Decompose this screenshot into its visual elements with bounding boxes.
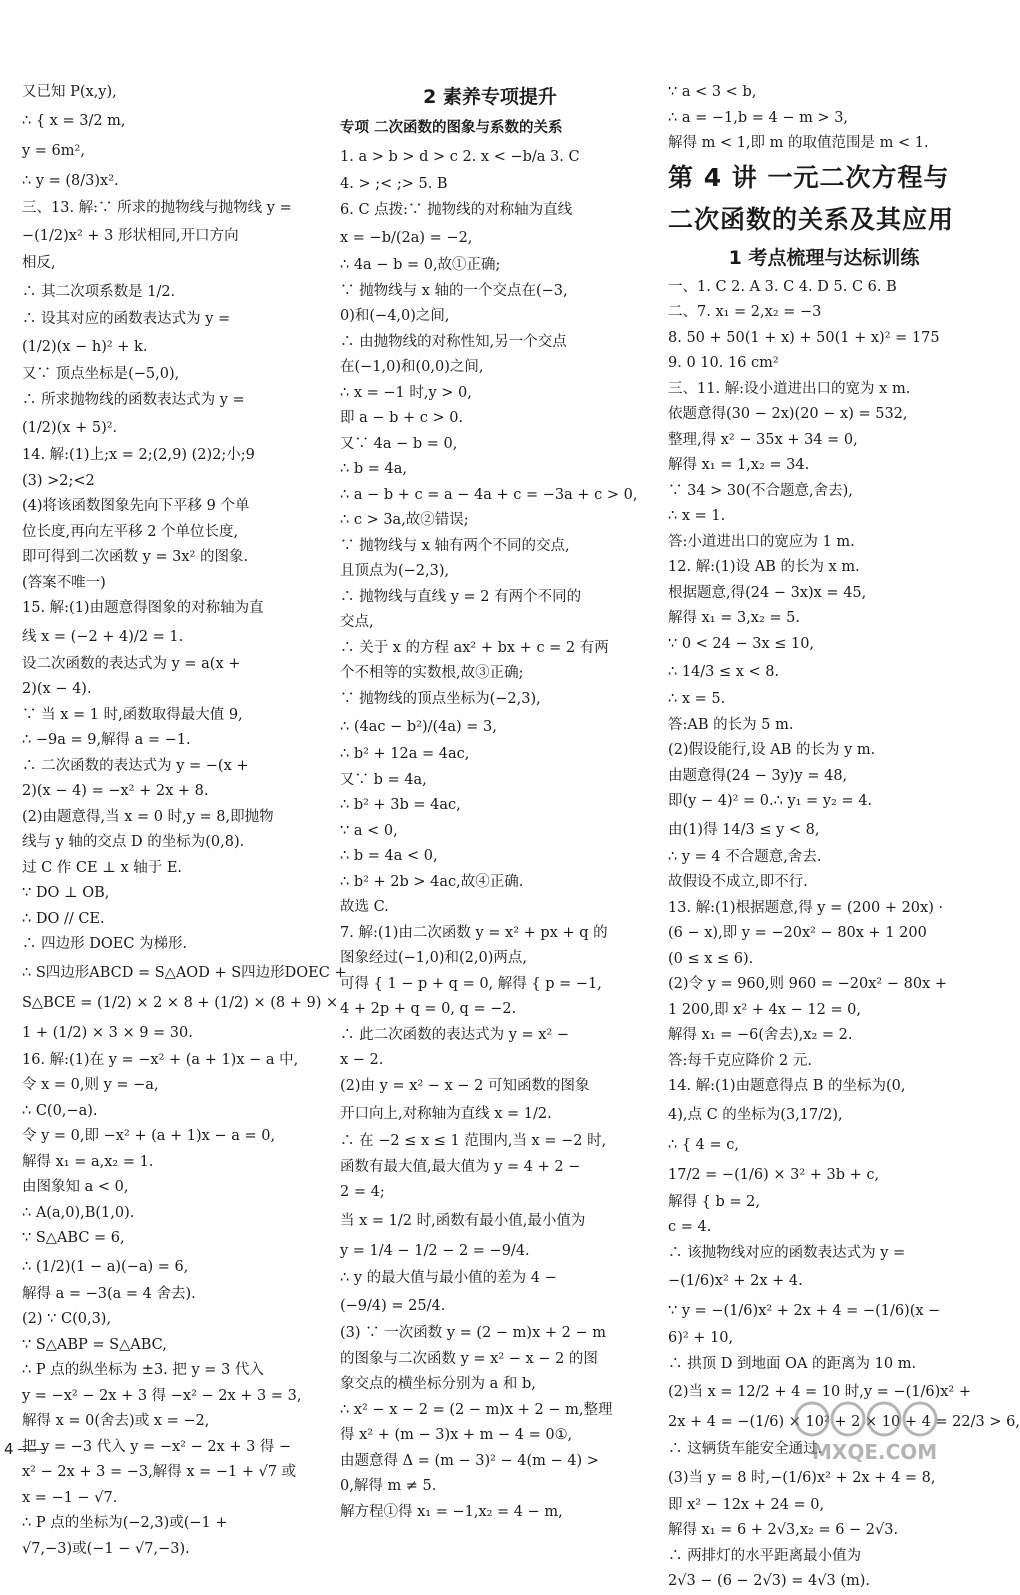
text-line: (4)将该函数图象先向下平移 9 个单 <box>22 498 250 514</box>
text-line: 交点, <box>340 614 374 630</box>
text-line: 图象经过(−1,0)和(2,0)两点, <box>340 950 528 966</box>
text-line: x² − 2x + 3 = −3,解得 x = −1 + √7 或 <box>22 1464 297 1480</box>
text-line: (3)当 y = 8 时,−(1/6)x² + 2x + 4 = 8, <box>668 1469 936 1486</box>
text-line: 故假设不成立,即不行. <box>668 874 808 890</box>
text-line: 解得 x₁ = 1,x₂ = 34. <box>668 457 810 473</box>
text-line: ∴ { 4 = c, <box>668 1136 739 1153</box>
text-line: ∴ S四边形ABCD = S△AOD + S四边形DOEC + <box>22 964 347 981</box>
text-line: 1 + (1/2) × 3 × 9 = 30. <box>22 1024 193 1041</box>
text-line: ∴ { x = 3/2 m, <box>22 112 126 129</box>
right-column-top <box>668 80 980 157</box>
text-line: 象交点的横坐标分别为 a 和 b, <box>340 1376 536 1392</box>
text-line: ∴ 在 −2 ≤ x ≤ 1 范围内,当 x = −2 时, <box>340 1133 607 1149</box>
text-line: ∵ y = −(1/6)x² + 2x + 4 = −(1/6)(x − <box>668 1303 941 1319</box>
text-line: ∴ 四边形 DOEC 为梯形. <box>22 936 188 952</box>
text-line: 故选 C. <box>340 899 389 915</box>
text-line: 2x + 4 = −(1/6) × 10² + 2 × 10 + 4 = 22/3 > 6, <box>668 1414 1020 1430</box>
text-line: ∴ b = 4a < 0, <box>340 848 438 864</box>
text-line: 4),点 C 的坐标为(3,17/2), <box>668 1106 843 1123</box>
text-line: ∴ 其二次项系数是 1/2. <box>22 283 176 300</box>
text-line: 即 a − b + c > 0. <box>340 410 464 426</box>
text-line: 8. 50 + 50(1 + x) + 50(1 + x)² = 175 <box>668 329 940 346</box>
text-line: ∴ 设其对应的函数表达式为 y = <box>22 310 231 327</box>
text-line: 设二次函数的表达式为 y = a(x + <box>22 655 241 672</box>
text-line: 三、11. 解:设小道进出口的宽为 x m. <box>668 380 911 397</box>
text-line: 4. > ;< ;> 5. B <box>340 176 448 192</box>
text-line: 个不相等的实数根,故③正确; <box>340 665 524 681</box>
text-line: 又∵ 顶点坐标是(−5,0), <box>22 366 180 382</box>
text-line: √7,−3)或(−1 − √7,−3). <box>22 1540 190 1557</box>
text-line: ∴ P 点的纵坐标为 ±3. 把 y = 3 代入 <box>22 1362 264 1378</box>
text-line: 一、1. C 2. A 3. C 4. D 5. C 6. B <box>668 278 897 295</box>
left-column <box>22 80 347 1562</box>
text-line: ∴ 关于 x 的方程 ax² + bx + c = 2 有两 <box>340 639 609 656</box>
text-line: 答:每千克应降价 2 元. <box>668 1052 812 1069</box>
text-line: ∵ S△ABC = 6, <box>22 1230 125 1246</box>
text-line: (答案不唯一) <box>22 574 106 591</box>
text-line: 0)和(−4,0)之间, <box>340 308 450 324</box>
text-line: 在(−1,0)和(0,0)之间, <box>340 359 484 375</box>
text-line: ∵ DO ⊥ OB, <box>22 885 110 901</box>
text-line: 线与 y 轴的交点 D 的坐标为(0,8). <box>22 834 245 850</box>
text-line: y = −x² − 2x + 3 得 −x² − 2x + 3 = 3, <box>22 1387 302 1404</box>
text-line: ∴ c > 3a,故②错误; <box>340 512 469 528</box>
text-line: ∴ y 的最大值与最小值的差为 4 − <box>340 1269 557 1286</box>
text-line: (2)由题意得,当 x = 0 时,y = 8,即抛物 <box>22 808 274 825</box>
text-line: 答:AB 的长为 5 m. <box>668 716 794 733</box>
text-line: (3) ∵ 一次函数 y = (2 − m)x + 2 − m <box>340 1325 606 1341</box>
text-line: ∵ 抛物线与 x 轴的一个交点在(−3, <box>340 282 568 299</box>
text-line: ∴ y = (8/3)x². <box>22 172 119 189</box>
text-line: (3) >2;<2 <box>22 472 95 489</box>
text-line: 二、7. x₁ = 2,x₂ = −3 <box>668 304 822 320</box>
text-line: 14. 解:(1)由题意得点 B 的坐标为(0, <box>668 1078 906 1094</box>
page-number-rule <box>18 1449 44 1450</box>
text-line: ∴ x = 1. <box>668 508 726 524</box>
text-line: 根据题意,得(24 − 3x)x = 45, <box>668 584 867 601</box>
text-line: (2) ∵ C(0,3), <box>22 1311 112 1327</box>
text-line: 整理,得 x² − 35x + 34 = 0, <box>668 431 858 448</box>
text-line: 解得 x₁ = 6 + 2√3,x₂ = 6 − 2√3. <box>668 1522 899 1538</box>
text-line: ∴ y = 4 不合题意,舍去. <box>668 848 822 865</box>
text-line: 解得 x₁ = 3,x₂ = 5. <box>668 610 800 626</box>
text-line: 13. 解:(1)根据题意,得 y = (200 + 20x) · <box>668 899 944 916</box>
text-line: 由图象知 a < 0, <box>22 1179 129 1195</box>
text-line: 解得 m < 1,即 m 的取值范围是 m < 1. <box>668 135 929 151</box>
text-line: ∴ DO // CE. <box>22 910 105 927</box>
middle-column-body <box>340 142 640 1525</box>
text-line: 由(1)得 14/3 ≤ y < 8, <box>668 821 820 838</box>
text-line: −(1/6)x² + 2x + 4. <box>668 1273 803 1289</box>
text-line: ∵ 34 > 30(不合题意,舍去), <box>668 482 853 499</box>
text-line: ∵ 当 x = 1 时,函数取得最大值 9, <box>22 706 243 723</box>
text-line: 位长度,再向左平移 2 个单位长度, <box>22 523 239 540</box>
text-line: 答:小道进出口的宽应为 1 m. <box>668 533 855 550</box>
text-line: ∴ 二次函数的表达式为 y = −(x + <box>22 757 249 774</box>
text-line: 由题意得(24 − 3y)y = 48, <box>668 767 848 784</box>
text-line: ∵ 抛物线与 x 轴有两个不同的交点, <box>340 537 570 554</box>
page-number <box>4 1440 44 1458</box>
text-line: (6 − x),即 y = −20x² − 80x + 1 200 <box>668 925 927 941</box>
text-line: 6)² + 10, <box>668 1330 734 1346</box>
text-line: 线 x = (−2 + 4)/2 = 1. <box>22 628 184 645</box>
text-line: x = −b/(2a) = −2, <box>340 230 473 246</box>
text-line: ∴ P 点的坐标为(−2,3)或(−1 + <box>22 1515 228 1531</box>
text-line: 2 = 4; <box>340 1184 385 1200</box>
text-line: 开口向上,对称轴为直线 x = 1/2. <box>340 1106 552 1122</box>
text-line: 4 + 2p + q = 0, q = −2. <box>340 1001 517 1017</box>
text-line: ∴ 此二次函数的表达式为 y = x² − <box>340 1026 570 1043</box>
lecture-title-line1: 第 4 讲 一元二次方程与 <box>668 162 950 192</box>
text-line: ∴ x = 5. <box>668 691 726 707</box>
text-line: (0 ≤ x ≤ 6). <box>668 950 754 967</box>
section-heading: 2 素养专项提升 <box>423 86 557 108</box>
text-line: 即(y − 4)² = 0.∴ y₁ = y₂ = 4. <box>668 793 873 809</box>
text-line: ∴ −9a = 9,解得 a = −1. <box>22 732 191 748</box>
text-line: y = 1/4 − 1/2 − 2 = −9/4. <box>340 1242 530 1259</box>
text-line: 函数有最大值,最大值为 y = 4 + 2 − <box>340 1158 581 1175</box>
text-line: 又∵ 4a − b = 0, <box>340 435 458 452</box>
text-line: ∴ 抛物线与直线 y = 2 有两个不同的 <box>340 588 582 605</box>
text-line: ∴ 4a − b = 0,故①正确; <box>340 257 501 273</box>
text-line: (1/2)(x − h)² + k. <box>22 339 148 355</box>
text-line: 把 y = −3 代入 y = −x² − 2x + 3 得 − <box>22 1438 292 1455</box>
text-line: 2√3 − (6 − 2√3) = 4√3 (m). <box>668 1573 870 1589</box>
text-line: ∴ C(0,−a). <box>22 1102 98 1119</box>
text-line: ∴ b = 4a, <box>340 461 407 477</box>
middle-column <box>340 80 640 1525</box>
text-line: ∵ 0 < 24 − 3x ≤ 10, <box>668 635 815 652</box>
text-line: ∴ A(a,0),B(1,0). <box>22 1204 135 1221</box>
text-line: y = 6m², <box>22 142 85 159</box>
text-line: ∴ x = −1 时,y > 0, <box>340 384 472 401</box>
text-line: (1/2)(x + 5)². <box>22 420 118 436</box>
text-line: 过 C 作 CE ⊥ x 轴于 E. <box>22 859 183 876</box>
text-line: ∴ 由抛物线的对称性知,另一个交点 <box>340 333 567 350</box>
text-line: 6. C 点拨:∵ 抛物线的对称轴为直线 <box>340 201 573 218</box>
text-line: ∴ 所求抛物线的函数表达式为 y = <box>22 391 245 408</box>
text-line: 又已知 P(x,y), <box>22 84 117 100</box>
text-line: 解得 a = −3(a = 4 舍去). <box>22 1285 196 1302</box>
text-line: (2)当 x = 12/2 + 4 = 10 时,y = −(1/6)x² + <box>668 1384 971 1400</box>
text-line: ∴ 拱顶 D 到地面 OA 的距离为 10 m. <box>668 1355 917 1372</box>
text-line: ∴ 该抛物线对应的函数表达式为 y = <box>668 1244 906 1261</box>
text-line: ∴ a = −1,b = 4 − m > 3, <box>668 109 849 126</box>
text-line: 2)(x − 4). <box>22 681 92 697</box>
text-line: 又∵ b = 4a, <box>340 771 427 788</box>
text-line: 解方程①得 x₁ = −1,x₂ = 4 − m, <box>340 1503 563 1520</box>
text-line: 相反, <box>22 255 56 271</box>
page-number-text: 4 <box>4 1440 14 1458</box>
text-line: 依题意得(30 − 2x)(20 − x) = 532, <box>668 406 908 422</box>
text-line: ∴ b² + 3b = 4ac, <box>340 797 461 813</box>
text-line: ∴ b² + 12a = 4ac, <box>340 746 470 762</box>
text-line: 即 x² − 12x + 24 = 0, <box>668 1496 825 1513</box>
text-line: (−9/4) = 25/4. <box>340 1298 446 1314</box>
text-line: 14. 解:(1)上;x = 2;(2,9) (2)2;小;9 <box>22 447 255 463</box>
text-line: 得 x² + (m − 3)x + m − 4 = 0①, <box>340 1427 573 1443</box>
text-line: ∴ b² + 2b > 4ac,故④正确. <box>340 873 524 890</box>
text-line: ∴ x² − x − 2 = (2 − m)x + 2 − m,整理 <box>340 1401 613 1418</box>
text-line: 三、13. 解:∵ 所求的抛物线与抛物线 y = <box>22 199 292 216</box>
text-line: 解得 { b = 2, <box>668 1193 760 1210</box>
text-line: ∵ S△ABP = S△ABC, <box>22 1336 167 1353</box>
watermark-logo <box>782 1395 982 1465</box>
text-line: 2)(x − 4) = −x² + 2x + 8. <box>22 783 209 799</box>
text-line: 解得 x₁ = −6(舍去),x₂ = 2. <box>668 1027 853 1043</box>
text-line: −(1/2)x² + 3 形状相同,开口方向 <box>22 228 239 244</box>
text-line: ∴ 两排灯的水平距离最小值为 <box>668 1547 862 1564</box>
text-line: ∵ a < 0, <box>340 822 398 839</box>
text-line: ∴ (4ac − b²)/(4a) = 3, <box>340 719 497 735</box>
text-line: 由题意得 Δ = (m − 3)² − 4(m − 4) > <box>340 1452 599 1469</box>
text-line: 1. a > b > d > c 2. x < −b/a 3. C <box>340 149 580 165</box>
text-line: 17/2 = −(1/6) × 3² + 3b + c, <box>668 1166 880 1183</box>
text-line: 令 y = 0,即 −x² + (a + 1)x − a = 0, <box>22 1128 276 1144</box>
text-line: x = −1 − √7. <box>22 1489 118 1506</box>
text-line: (2)令 y = 960,则 960 = −20x² − 80x + <box>668 976 947 992</box>
text-line: ∵ a < 3 < b, <box>668 84 757 100</box>
text-line: 解得 x = 0(舍去)或 x = −2, <box>22 1413 210 1429</box>
text-line: (2)假设能行,设 AB 的长为 y m. <box>668 742 876 758</box>
special-topic-heading: 专项 二次函数的图象与系数的关系 <box>340 120 563 136</box>
text-line: 且顶点为(−2,3), <box>340 563 450 579</box>
text-line: 令 x = 0,则 y = −a, <box>22 1077 159 1093</box>
text-line: ∵ 抛物线的顶点坐标为(−2,3), <box>340 690 541 707</box>
text-line: 当 x = 1/2 时,函数有最小值,最小值为 <box>340 1212 586 1229</box>
lecture-title-line2: 二次函数的关系及其应用 <box>668 204 955 234</box>
text-line: 解得 x₁ = a,x₂ = 1. <box>22 1153 154 1170</box>
text-line: ∴ 14/3 ≤ x < 8. <box>668 664 780 680</box>
text-line: 7. 解:(1)由二次函数 y = x² + px + q 的 <box>340 924 608 941</box>
text-line: 即可得到二次函数 y = 3x² 的图象. <box>22 549 249 565</box>
text-line: S△BCE = (1/2) × 2 × 8 + (1/2) × (8 + 9) × <box>22 994 339 1011</box>
text-line: (2)由 y = x² − x − 2 可知函数的图象 <box>340 1077 590 1094</box>
text-line: 可得 { 1 − p + q = 0, 解得 { p = −1, <box>340 975 602 992</box>
right-column <box>668 80 1020 1595</box>
text-line: 12. 解:(1)设 AB 的长为 x m. <box>668 559 860 575</box>
text-line: 9. 0 10. 16 cm² <box>668 355 779 371</box>
text-line: c = 4. <box>668 1219 712 1235</box>
text-line: 0,解得 m ≠ 5. <box>340 1478 437 1494</box>
topic-heading: 1 考点梳理与达标训练 <box>728 246 920 269</box>
text-line: ∴ 这辆货车能安全通过. <box>668 1441 823 1457</box>
text-line: 的图象与二次函数 y = x² − x − 2 的图 <box>340 1350 598 1367</box>
text-line: ∴ a − b + c = a − 4a + c = −3a + c > 0, <box>340 486 638 503</box>
text-line: 16. 解:(1)在 y = −x² + (a + 1)x − a 中, <box>22 1051 299 1068</box>
text-line: 15. 解:(1)由题意得图象的对称轴为直 <box>22 600 264 616</box>
text-line: 1 200,即 x² + 4x − 12 = 0, <box>668 1001 862 1018</box>
watermark-text: MXQE.COM <box>812 1440 938 1464</box>
text-line: ∴ (1/2)(1 − a)(−a) = 6, <box>22 1258 189 1275</box>
text-line: x − 2. <box>340 1052 384 1068</box>
